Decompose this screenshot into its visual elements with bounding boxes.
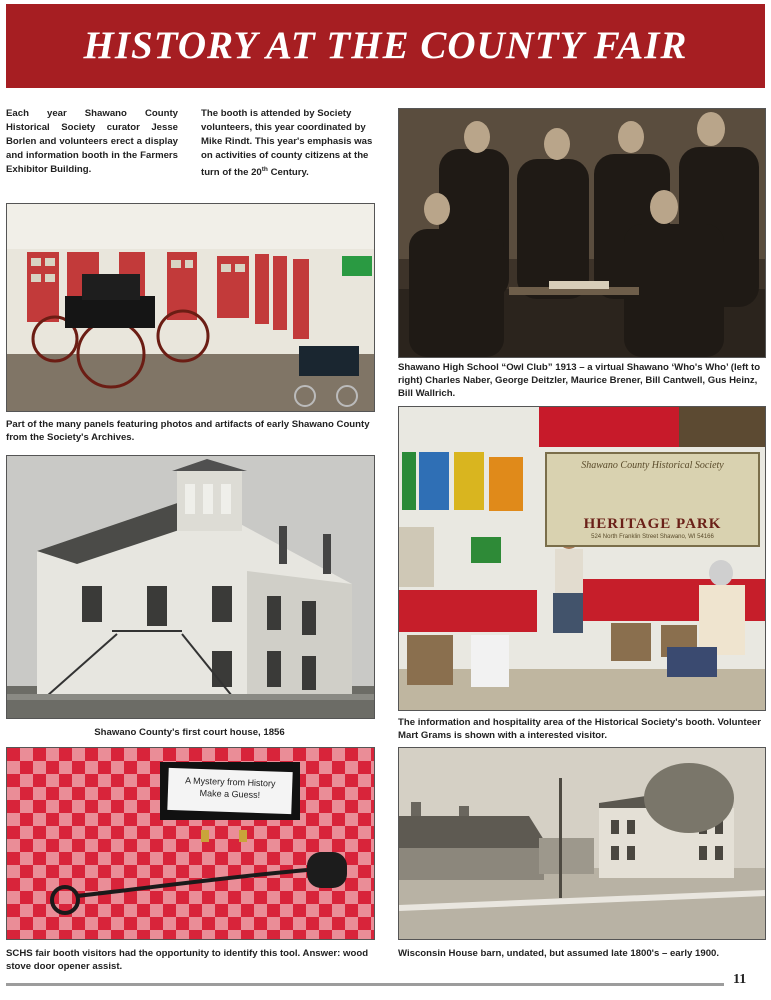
intro-text-col2-end: Century. <box>267 167 309 179</box>
courthouse-photo <box>6 455 375 719</box>
panels-caption: Part of the many panels featuring photos and artifacts of early Shawano County from the Society's Archives. <box>6 419 370 443</box>
mystery-card-line2: Make a Guess! <box>199 787 261 801</box>
wisconsin-house-barn-photo <box>398 747 766 940</box>
heritage-park-sign <box>545 452 760 547</box>
hospitality-caption: The information and hospitality area of the Historical Society's booth. Volunteer Mart Grams is shown with a interested visitor. <box>398 717 761 741</box>
intro-text-col2-sup: th <box>261 166 268 173</box>
mystery-card <box>160 762 300 820</box>
intro-text-col1: Each year Shawano County Historical Society curator Jesse Borlen and volunteers erect a display and information booth in the Farmers Exhibitor Building. <box>6 108 178 175</box>
footer-rule <box>6 983 724 986</box>
page-number: 11 <box>733 972 747 987</box>
panels-buggy-photo <box>6 203 375 412</box>
heritage-sign-title: HERITAGE PARK <box>583 516 722 532</box>
heritage-sign-top-text: Shawano County Historical Society <box>581 460 724 471</box>
heritage-sign-address: 524 North Franklin Street Shawano, WI 54166 <box>591 534 714 540</box>
intro-text-col2 <box>201 107 379 180</box>
page-title: HISTORY AT THE COUNTY FAIR <box>83 24 688 67</box>
tool-caption: SCHS fair booth visitors had the opportunity to identify this tool. Answer: wood stove door opener assist. <box>6 948 369 972</box>
intro-text-col2-main: The booth is attended by Society volunteers, this year coordinated by Mike Rindt. This year's emphasis was on activities of county citizens at the turn of the 20 <box>201 108 373 179</box>
title-banner <box>6 4 765 88</box>
mystery-card-line1: A Mystery from History <box>184 775 276 789</box>
courthouse-caption: Shawano County's first court house, 1856 <box>94 727 285 738</box>
barn-caption: Wisconsin House barn, undated, but assumed late 1800's – early 1900. <box>398 948 720 959</box>
mystery-card-inner <box>167 768 292 814</box>
owl-club-photo <box>398 108 766 358</box>
owl-club-caption: Shawano High School “Owl Club” 1913 – a virtual Shawano ‘Who's Who’ (left to right) Charles Naber, George Deitzler, Maurice Brener, Bill Cantwell, Gus Heinz, Bill Wallrich. <box>398 362 761 399</box>
